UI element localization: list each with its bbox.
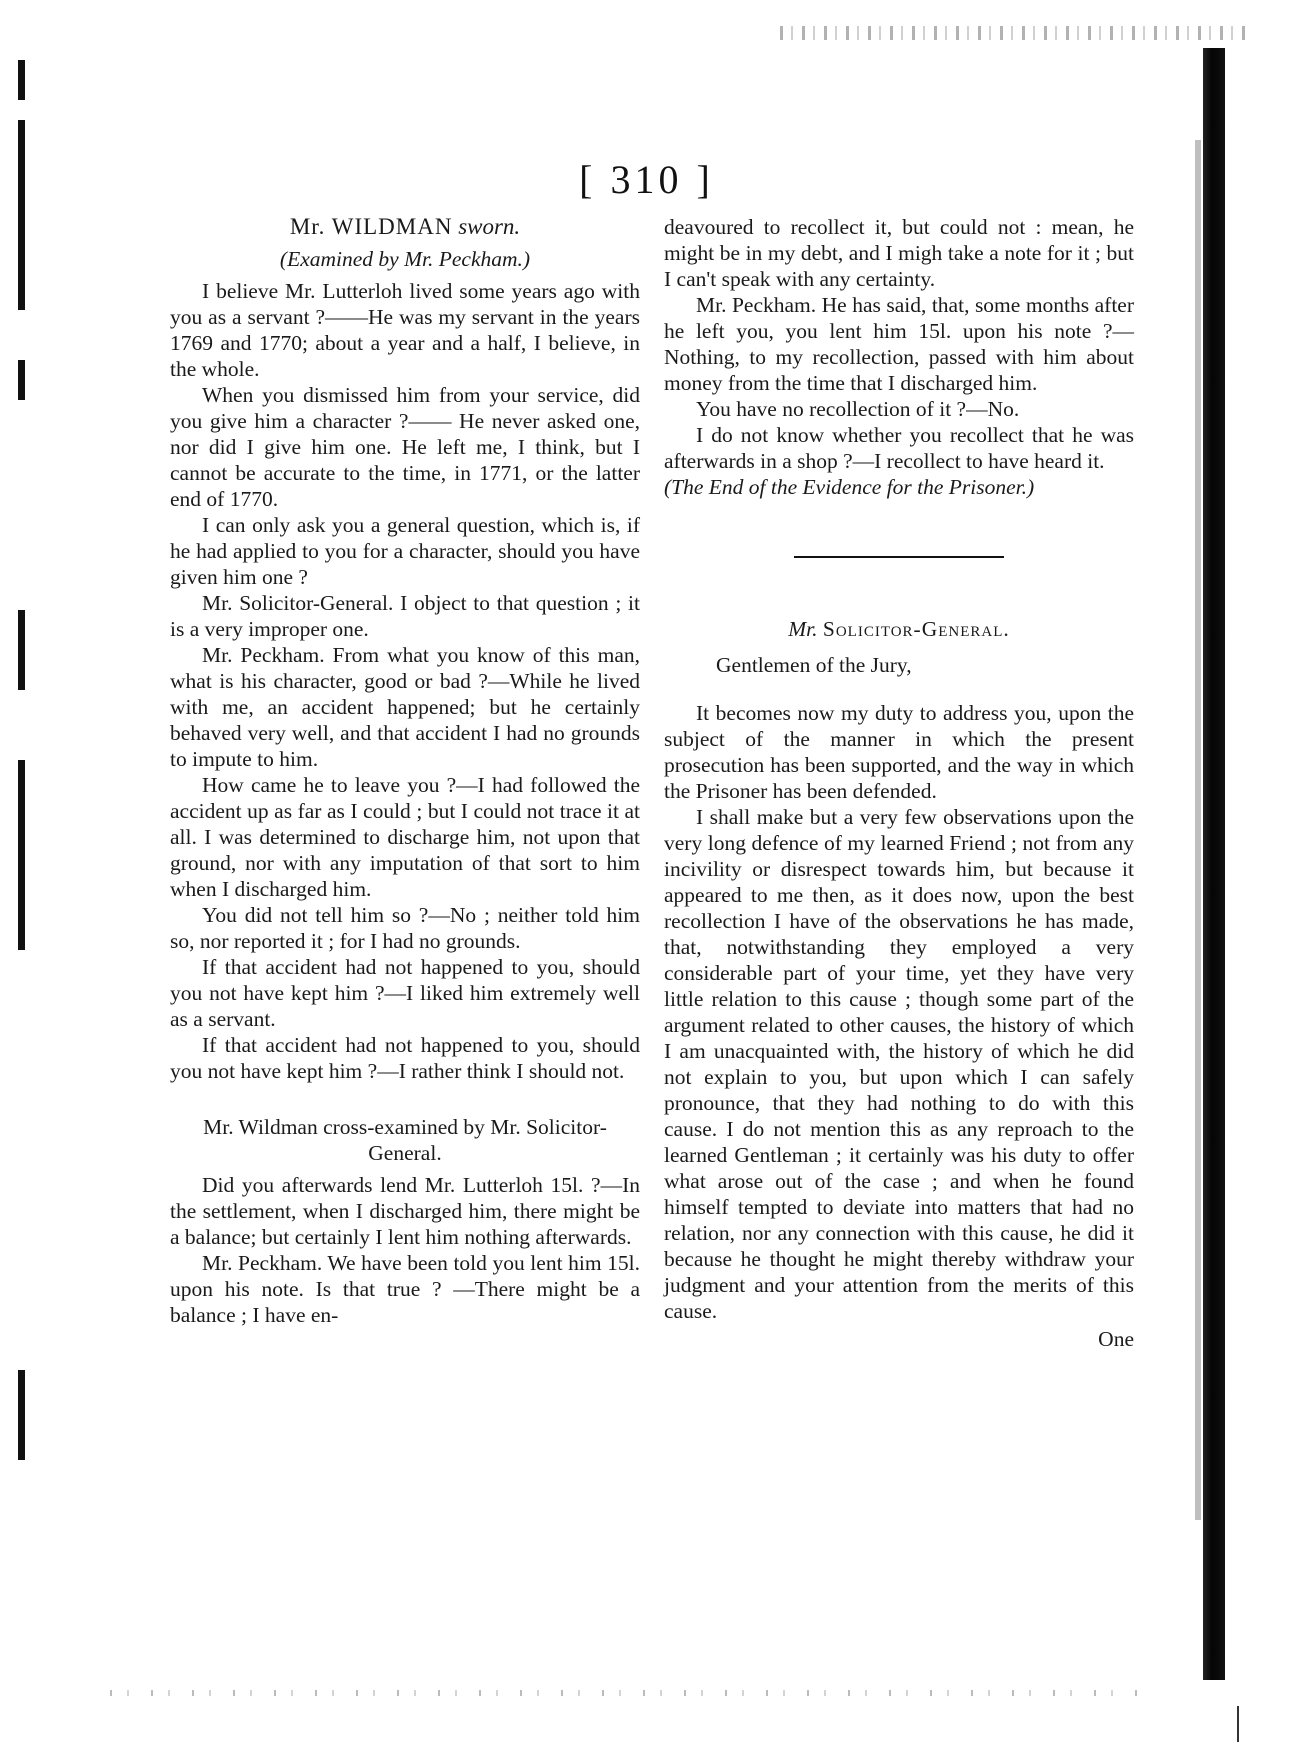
- paragraph: I believe Mr. Lutterloh lived some years ago with you as a servant ?——He was my servant in the years 1769 and 1770; about a year and a half, I believe, in the whole.: [170, 279, 640, 381]
- paragraph: If that accident had not happened to you, should you not have kept him ?—I liked him extremely well as a servant.: [170, 955, 640, 1031]
- scan-speck: [18, 360, 25, 400]
- paragraph: You did not tell him so ?—No ; neither told him so, nor reported it ; for I had no grounds.: [170, 903, 640, 953]
- salutation: Gentlemen of the Jury,: [716, 653, 912, 677]
- paragraph: How came he to leave you ?—I had followed the accident up as far as I could ; but I could not trace it at all. I was determined to discharge him, not upon that ground, nor with any imputation of that sort to him when I discharged him.: [170, 773, 640, 901]
- speech-heading-prefix: Mr.: [788, 617, 818, 641]
- paragraph: You have no recollection of it ?—No.: [696, 397, 1020, 421]
- section-divider: [794, 556, 1004, 558]
- paragraph: I do not know whether you recollect that he was afterwards in a shop ?—I recollect to have heard it.: [664, 423, 1134, 473]
- end-of-evidence-note: (The End of the Evidence for the Prisoner.): [664, 475, 1035, 499]
- scan-mark: [1237, 1706, 1239, 1742]
- scan-edge-shadow-inner: [1195, 140, 1201, 1520]
- speech-heading: [664, 616, 1134, 642]
- left-column: [170, 214, 640, 1328]
- paragraph: Mr. Solicitor-General. I object to that question ; it is a very improper one.: [170, 591, 640, 641]
- catchword: One: [1098, 1327, 1134, 1351]
- paragraph: Mr. Peckham. He has said, that, some months after he left you, you lent him 15l. upon his note ?—Nothing, to my recollection, passed with him about money from the time that I discharged him.: [664, 293, 1134, 395]
- scan-edge-shadow: [1203, 48, 1225, 1680]
- witness-sworn: sworn.: [458, 214, 521, 239]
- scan-noise-top: [780, 26, 1250, 40]
- paragraph: Mr. Peckham. We have been told you lent him 15l. upon his note. Is that true ? —There might be a balance ; I have en-: [170, 1251, 640, 1327]
- paragraph: deavoured to recollect it, but could not : mean, he might be in my debt, and I migh take a note for it ; but I can't speak with any certainty.: [664, 215, 1134, 291]
- scan-speck: [18, 610, 25, 690]
- cross-examination-heading: Mr. Wildman cross-examined by Mr. Solicitor-General.: [203, 1115, 607, 1165]
- paragraph: Did you afterwards lend Mr. Lutterloh 15l. ?—In the settlement, when I discharged him, there might be a balance; but certainly I lent him nothing afterwards.: [170, 1173, 640, 1249]
- scan-speck: [18, 1370, 25, 1460]
- paragraph: I can only ask you a general question, which is, if he had applied to you for a character, should you have given him one ?: [170, 513, 640, 589]
- paragraph: If that accident had not happened to you, should you not have kept him ?—I rather think I should not.: [170, 1033, 640, 1083]
- page-number: [ 310 ]: [579, 157, 714, 202]
- paragraph: It becomes now my duty to address you, upon the subject of the manner in which the present prosecution has been supported, and the way in which the Prisoner has been defended.: [664, 701, 1134, 803]
- witness-heading: [170, 214, 640, 240]
- right-column: [664, 214, 1134, 1352]
- scan-speck: [18, 120, 25, 310]
- speech-heading-name: Solicitor-General.: [822, 617, 1010, 641]
- paragraph: Mr. Peckham. From what you know of this man, what is his character, good or bad ?—While he lived with me, an accident happened; but he certainly behaved very well, and that accident I had no grounds to impute to him.: [170, 643, 640, 771]
- scan-speck: [18, 760, 25, 950]
- scan-noise-bottom: [110, 1690, 1150, 1696]
- scan-speck: [18, 60, 25, 100]
- paragraph: When you dismissed him from your service, did you give him a character ?—— He never asked one, nor did I give him one. He left me, I think, but I cannot be accurate to the time, in 1771, or the latter end of 1770.: [170, 383, 640, 511]
- witness-name: Mr. WILDMAN: [289, 214, 453, 239]
- paragraph: I shall make but a very few observations upon the very long defence of my learned Friend ; not from any incivility or disrespect towards him, but because it appeared to me then, as it does now, upon the best recollection I have of the observations he has made, that, notwithstanding they employed a very considerable part of your time, yet they have very little relation to this cause ; though some part of the argument related to other causes, the history of which I am unacquainted with, the history of which he did not explain to you, but upon which I can safely pronounce, that they had nothing to do with this cause. I do not mention this as any reproach to the learned Gentleman ; it certainly was his duty to offer what arose out of the case ; and when he found himself tempted to deviate into matters that had no relation, nor any connection with this cause, he did it because he thought he might thereby withdraw your judgment and your attention from the merits of this cause.: [664, 805, 1134, 1323]
- examination-subheading: (Examined by Mr. Peckham.): [279, 247, 531, 271]
